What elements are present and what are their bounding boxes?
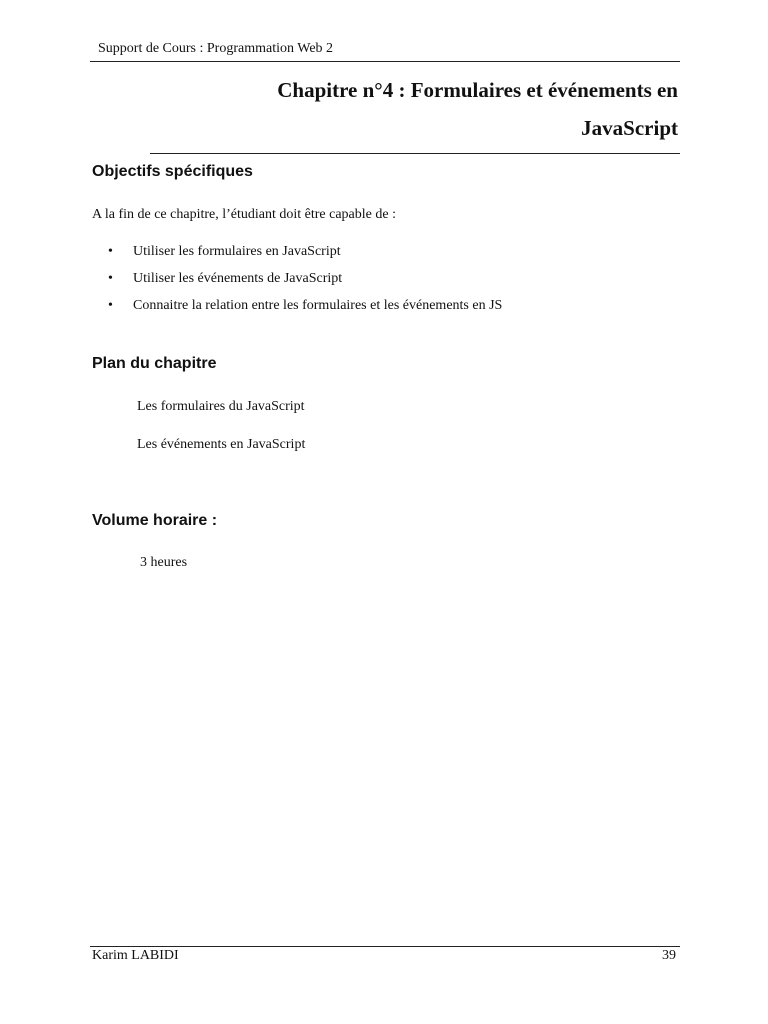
- list-item-text: Utiliser les formulaires en JavaScript: [133, 244, 341, 259]
- chapter-title-line-1: Chapitre n°4 : Formulaires et événements en: [277, 78, 678, 102]
- bullet-icon: •: [108, 298, 113, 313]
- footer-divider: [90, 946, 680, 947]
- plan-item: Les événements en JavaScript: [137, 437, 306, 452]
- volume-value: 3 heures: [140, 555, 188, 570]
- list-item: [108, 297, 502, 315]
- list-item: [108, 243, 341, 261]
- header-divider: [90, 61, 680, 62]
- plan-item: Les formulaires du JavaScript: [137, 399, 305, 414]
- chapter-title-line-2: JavaScript: [581, 116, 678, 140]
- bullet-icon: •: [108, 244, 113, 259]
- plan-heading: Plan du chapitre: [92, 355, 217, 372]
- objectifs-intro: A la fin de ce chapitre, l’étudiant doit être capable de :: [92, 207, 396, 222]
- running-header: Support de Cours : Programmation Web 2: [98, 41, 334, 56]
- bullet-icon: •: [108, 271, 113, 286]
- page-number: 39: [662, 948, 676, 963]
- title-divider: [150, 153, 680, 154]
- objectifs-heading: Objectifs spécifiques: [92, 163, 253, 180]
- volume-heading: Volume horaire :: [92, 512, 218, 529]
- footer-author: Karim LABIDI: [92, 948, 179, 963]
- list-item-text: Utiliser les événements de JavaScript: [133, 271, 343, 286]
- list-item: [108, 270, 342, 288]
- list-item-text: Connaitre la relation entre les formulaires et les événements en JS: [133, 298, 503, 313]
